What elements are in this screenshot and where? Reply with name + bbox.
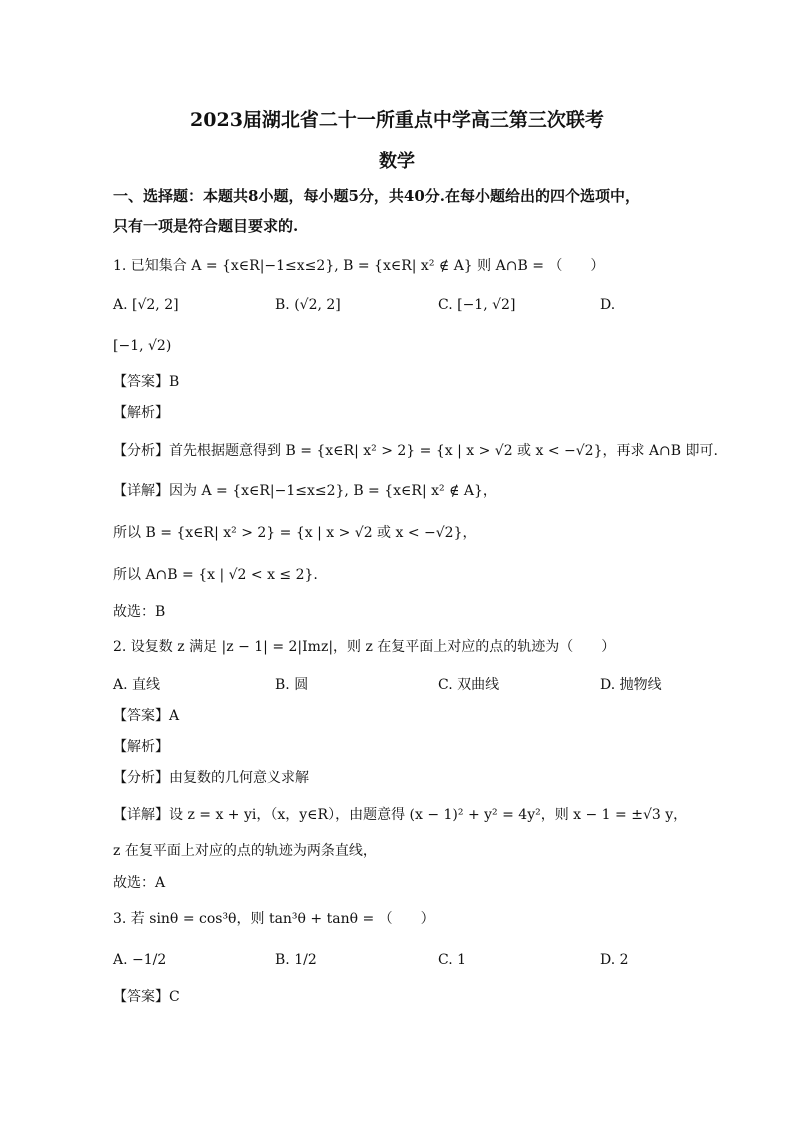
- q1-option-b: B. (√2, 2]: [275, 297, 341, 313]
- q1-choose: 故选：B: [113, 604, 166, 620]
- section-heading-line1: 一、选择题：本题共8小题，每小题5分，共40分.在每小题给出的四个选项中，: [113, 187, 640, 205]
- q2-option-a: A. 直线: [113, 677, 161, 693]
- q1-option-d-value: [−1, √2): [113, 338, 172, 354]
- q2-analysis-head: 【解析】: [113, 739, 169, 755]
- q1-option-c: C. [−1, √2]: [438, 297, 516, 313]
- q1-option-a: A. [√2, 2]: [113, 297, 179, 313]
- q3-answer: 【答案】C: [113, 989, 180, 1005]
- q3-stem: 3. 若 sinθ = cos³θ，则 tan³θ + tanθ = （ ）: [113, 911, 435, 927]
- q1-analysis-head: 【解析】: [113, 405, 169, 421]
- q2-option-d: D. 抛物线: [600, 677, 662, 693]
- q3-option-d: D. 2: [600, 952, 629, 968]
- q2-stem: 2. 设复数 z 满足 |z − 1| = 2|Imz|，则 z 在复平面上对应的点的轨迹为（ ）: [113, 639, 616, 655]
- q2-option-b: B. 圆: [275, 677, 309, 693]
- q1-detail-3: 所以 A∩B = {x | √2 < x ≤ 2}.: [113, 567, 318, 583]
- q3-option-b: B. 1/2: [275, 952, 317, 968]
- section-heading-line2: 只有一项是符合题目要求的.: [113, 217, 299, 235]
- q1-answer: 【答案】B: [113, 374, 180, 390]
- exam-title: 2023届湖北省二十一所重点中学高三第三次联考: [190, 109, 604, 131]
- q1-stem: 1. 已知集合 A = {x∈R|−1≤x≤2}, B = {x∈R| x² ∉ A} 则 A∩B = （ ）: [113, 258, 605, 274]
- subject-title: 数学: [379, 151, 415, 172]
- q2-choose: 故选：A: [113, 875, 166, 891]
- q3-option-c: C. 1: [438, 952, 467, 968]
- q1-detail-2: 所以 B = {x∈R| x² > 2} = {x | x > √2 或 x < −√2}，: [113, 525, 477, 541]
- q1-option-d-label: D.: [600, 297, 616, 313]
- q3-option-a: A. −1/2: [113, 952, 167, 968]
- q1-fenxi: 【分析】首先根据题意得到 B = {x∈R| x² > 2} = {x | x > √2 或 x < −√2}，再求 A∩B 即可.: [113, 443, 718, 459]
- q1-detail-1: 【详解】因为 A = {x∈R|−1≤x≤2}, B = {x∈R| x² ∉ A}，: [113, 483, 497, 499]
- q2-option-c: C. 双曲线: [438, 677, 500, 693]
- q2-detail-1: 【详解】设 z = x + yi，（x，y∈R），由题意得 (x − 1)² + y² = 4y²，则 x − 1 = ±√3 y，: [113, 807, 688, 823]
- q2-detail-2: z 在复平面上对应的点的轨迹为两条直线，: [113, 843, 377, 859]
- q2-answer: 【答案】A: [113, 708, 180, 724]
- q2-fenxi: 【分析】由复数的几何意义求解: [113, 770, 309, 786]
